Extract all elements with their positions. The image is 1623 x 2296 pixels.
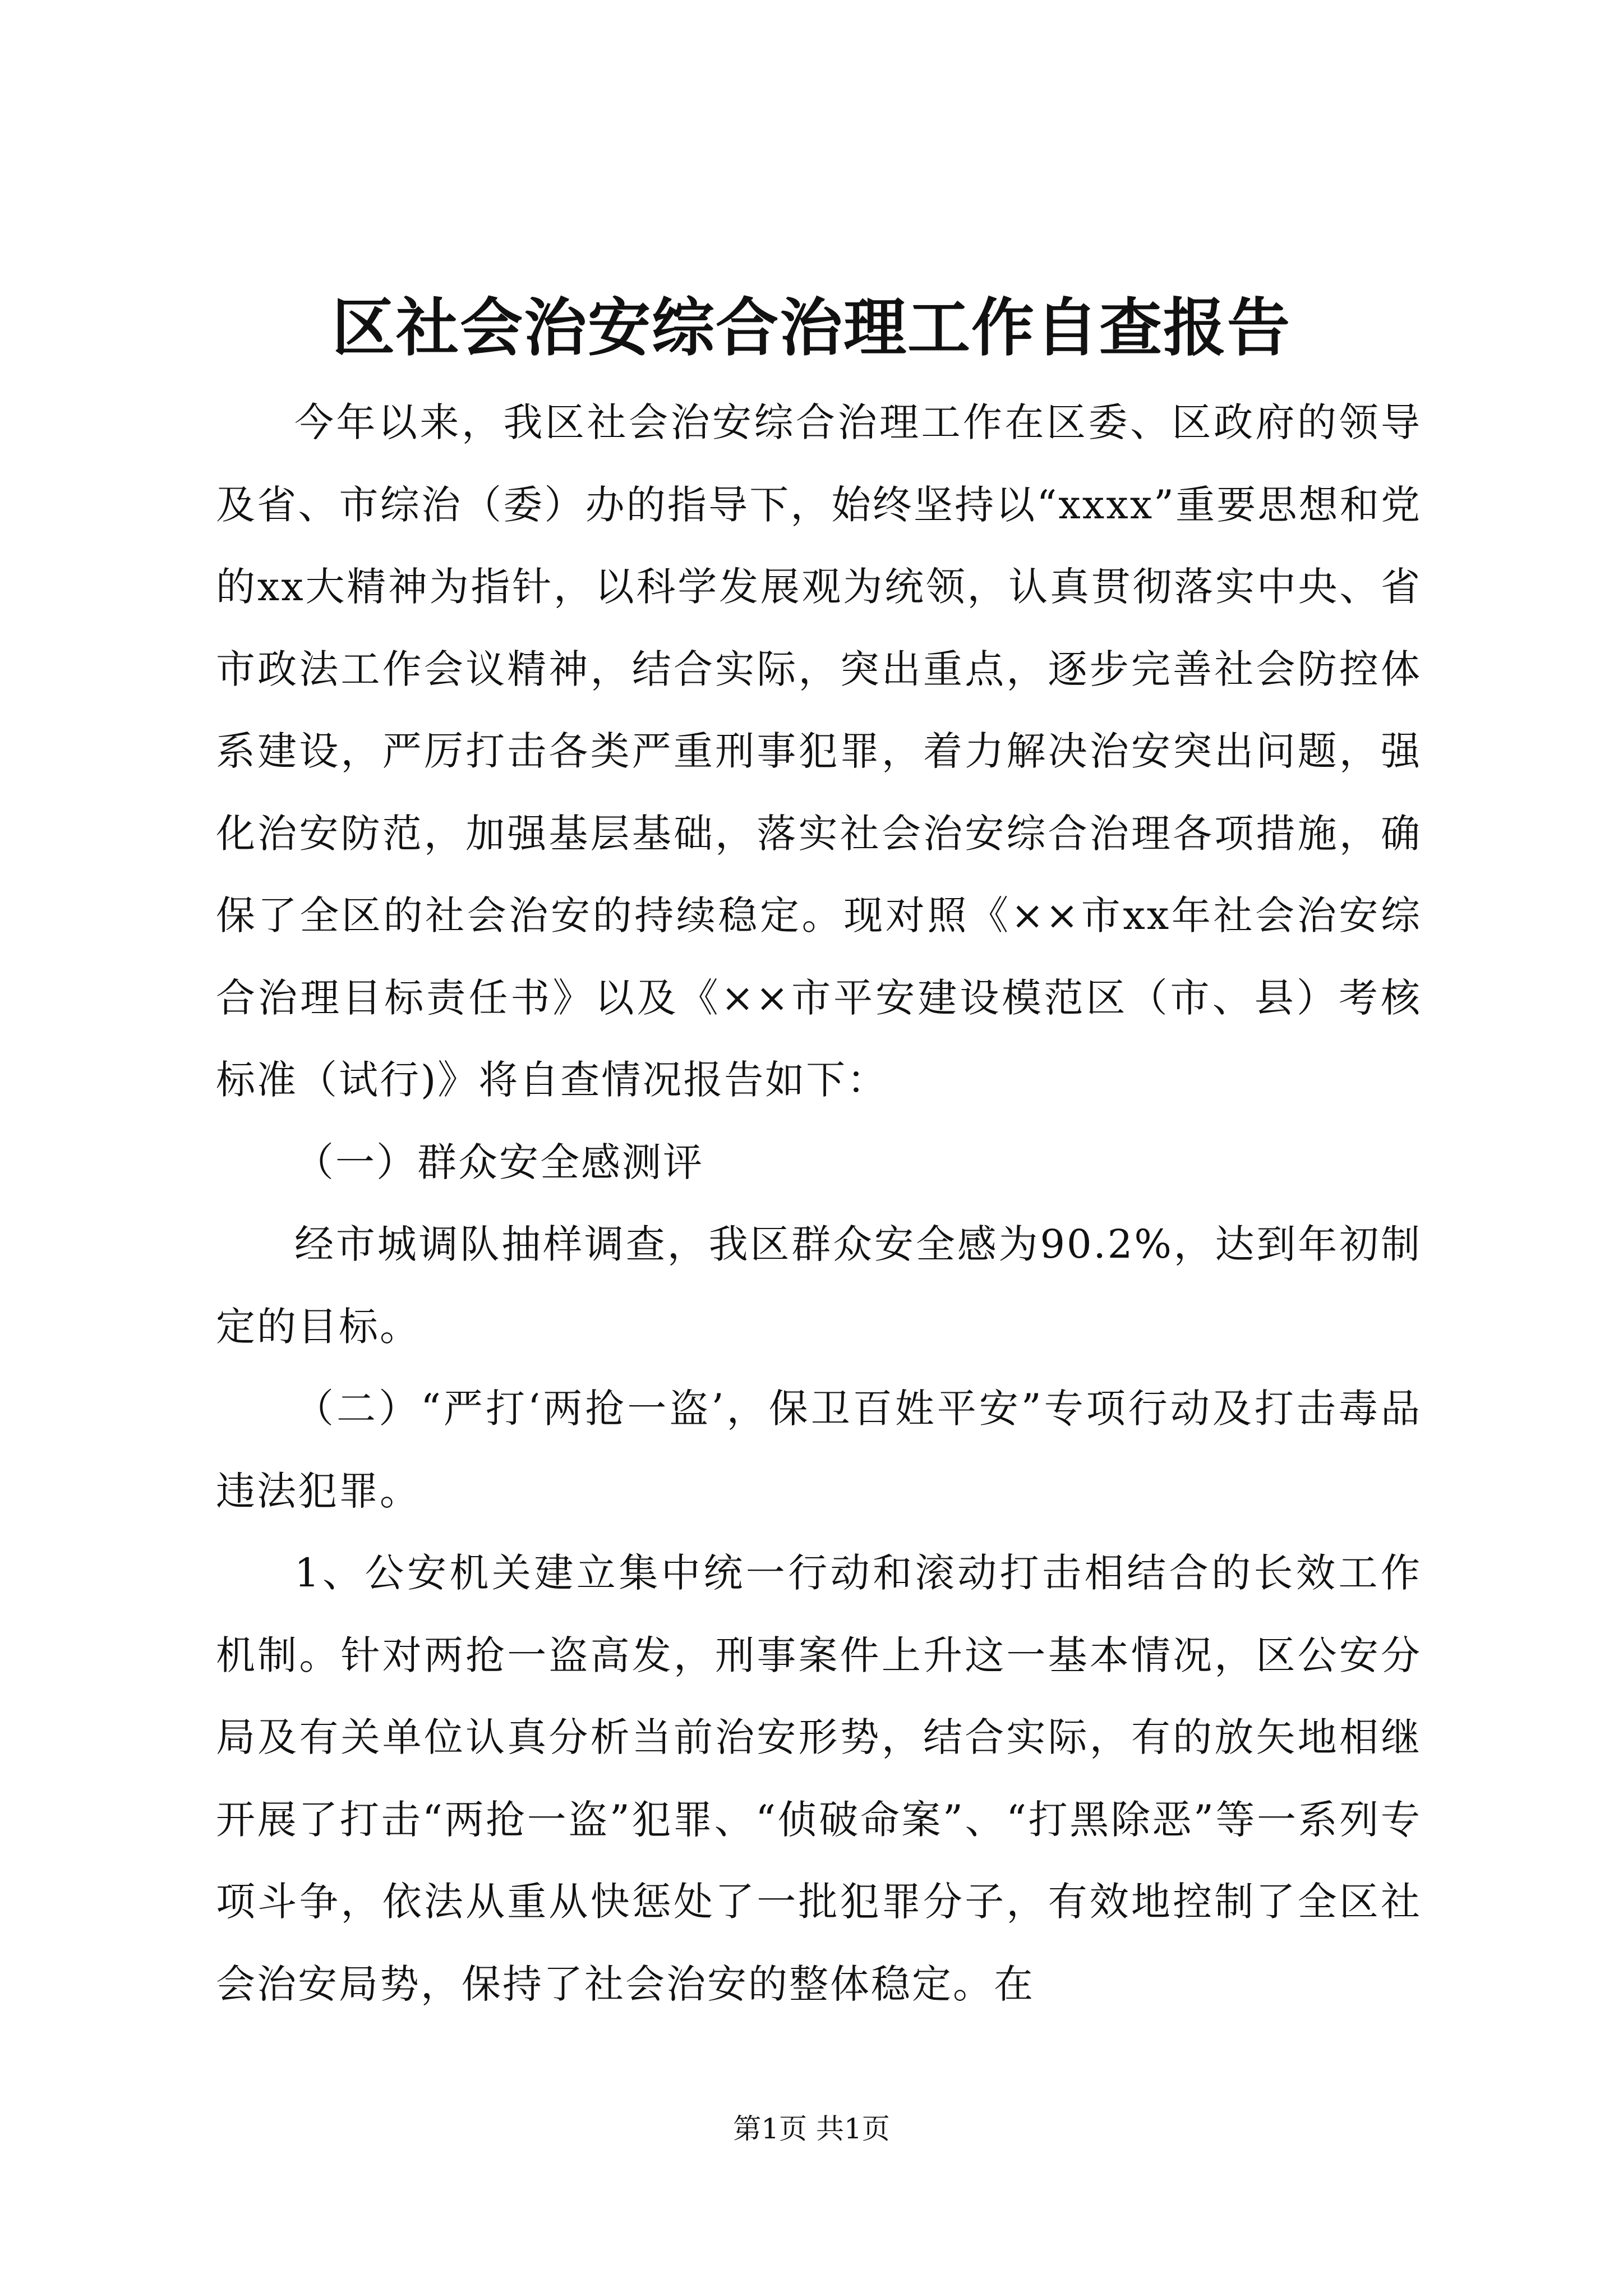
paragraph-intro: 今年以来，我区社会治安综合治理工作在区委、区政府的领导及省、市综治（委）办的指导下，始终坚持以“xxxx”重要思想和党的xx大精神为指针，以科学发展观为统领，认真贯彻落实中央、省市政法工作会议精神，结合实际，突出重点，逐步完善社会防控体系建设，严厉打击各类严重刑事犯罪，着力解决治安突出问题，强化治安防范，加强基层基础，落实社会治安综合治理各项措施，确保了全区的社会治安的持续稳定。现对照《××市xx年社会治安综合治理目标责任书》以及《××市平安建设模范区（市、县）考核标准（试行)》将自查情况报告如下： bbox=[216, 399, 1422, 1103]
document-title: 区社会治安综合治理工作自查报告 bbox=[332, 291, 1291, 365]
paragraph-survey: 经市城调队抽样调查，我区群众安全感为90.2%，达到年初制定的目标。 bbox=[216, 1221, 1422, 1350]
document-body bbox=[216, 381, 1422, 2025]
section-heading-1: （一）群众安全感测评 bbox=[294, 1139, 704, 1185]
paragraph-item-1: 1、公安机关建立集中统一行动和滚动打击相结合的长效工作机制。针对两抢一盗高发，刑事案件上升这一基本情况，区公安分局及有关单位认真分析当前治安形势，结合实际，有的放矢地相继开展了打击“两抢一盗”犯罪、“侦破命案”、“打黑除恶”等一系列专项斗争，依法从重从快惩处了一批犯罪分子，有效地控制了全区社会治安局势，保持了社会治安的整体稳定。在 bbox=[216, 1550, 1422, 2007]
section-heading-2: （二）“严打‘两抢一盗’，保卫百姓平安”专项行动及打击毒品违法犯罪。 bbox=[216, 1386, 1422, 1514]
page-footer: 第1页 共1页 bbox=[733, 2113, 890, 2145]
